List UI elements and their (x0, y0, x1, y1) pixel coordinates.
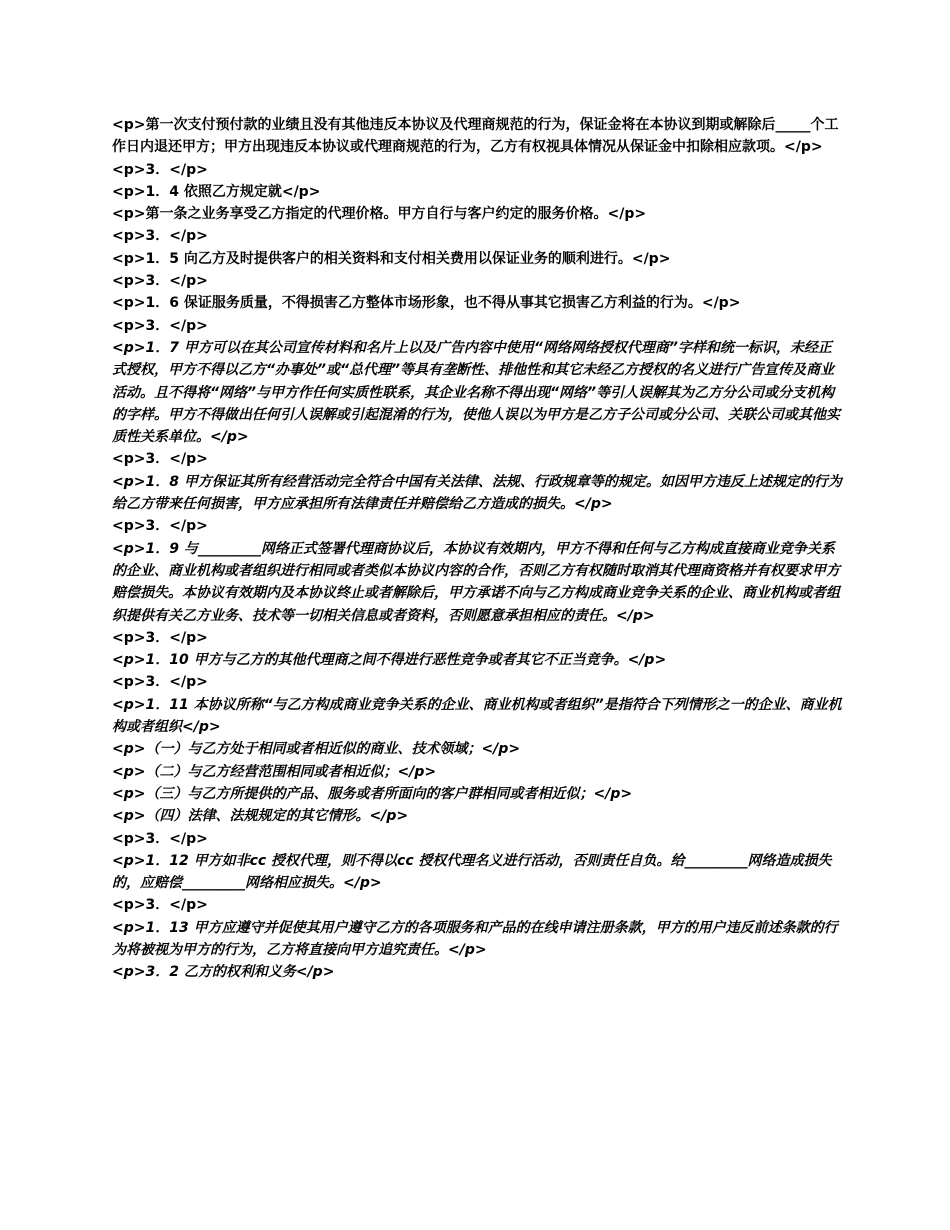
paragraph-line: <p>（四）法律、法规规定的其它情形。</p> (112, 808, 409, 825)
paragraph-line: <p>3．</p> (112, 674, 208, 691)
paragraph-line: <p>1．11 本协议所称“与乙方构成商业竞争关系的企业、商业机构或者组织”是指符合下列情形之一的企业、商业机构或者组织</p> (112, 696, 842, 736)
paragraph-line: <p>3．</p> (112, 629, 208, 646)
paragraph-line: <p>3．</p> (112, 518, 208, 535)
paragraph-line: <p>1．13 甲方应遵守并促使其用户遵守乙方的各项服务和产品的在线申请注册条款，甲方的用户违反前述条款的行为将被视为甲方的行为，乙方将直接向甲方追究责任。</p> (112, 919, 838, 958)
paragraph-line: <p>1．7 甲方可以在其公司宣传材料和名片上以及广告内容中使用“网络网络授权代理商”字样和统一标识，未经正式授权，甲方不得以乙方“办事处”或“总代理”等具有垄断性、排他性和其它未经乙方授权的名义进行广告宣传及商业活动。且不得将“网络”与甲方作任何实质性联系，其企业名称不得出现“网络”等引人误解其为乙方分公司或分支机构的字样。甲方不得做出任何引人误解或引起混淆的行为，使他人误以为甲方是乙方子公司或分公司、关联公司或其他实质性关系单位。</p> (112, 339, 840, 446)
paragraph-line: <p>1．10 甲方与乙方的其他代理商之间不得进行恶性竞争或者其它不正当竞争。</p> (112, 652, 667, 669)
paragraph-line: <p>3．</p> (112, 897, 208, 914)
paragraph-line: <p>1．5 向乙方及时提供客户的相关资料和支付相关费用以保证业务的顺利进行。</p> (112, 250, 671, 267)
paragraph-line: <p>3．</p> (112, 830, 208, 847)
paragraph-line: <p>3．</p> (112, 317, 208, 334)
paragraph-line: <p>3．</p> (112, 161, 208, 178)
paragraph-line: <p>（三）与乙方所提供的产品、服务或者所面向的客户群相同或者相近似；</p> (112, 785, 633, 802)
paragraph-line: <p>1．12 甲方如非cc 授权代理，则不得以cc 授权代理名义进行活动，否则责任自负。给_________网络造成损失的，应赔偿_________网络相应损失。</p> (112, 852, 832, 892)
paragraph-line: <p>1．8 甲方保证其所有经营活动完全符合中国有关法律、法规、行政规章等的规定。如因甲方违反上述规定的行为给乙方带来任何损害，甲方应承担所有法律责任并赔偿给乙方造成的损失。</p> (112, 473, 842, 513)
paragraph-line: <p>（二）与乙方经营范围相同或者相近似；</p> (112, 763, 437, 780)
paragraph-line: <p>第一条之业务享受乙方指定的代理价格。甲方自行与客户约定的服务价格。</p> (112, 206, 647, 223)
paragraph-line: <p>1．4 依照乙方规定就</p> (112, 183, 321, 200)
paragraph-line: <p>3．2 乙方的权利和义务</p> (112, 964, 335, 981)
paragraph-line: <p>3．</p> (112, 451, 208, 468)
paragraph-line: <p>1．6 保证服务质量，不得损害乙方整体市场形象，也不得从事其它损害乙方利益的行为。</p> (112, 295, 741, 312)
paragraph-line: <p>第一次支付预付款的业绩且没有其他违反本协议及代理商规范的行为，保证金将在本协议到期或解除后_____个工作日内退还甲方；甲方出现违反本协议或代理商规范的行为，乙方有权视具体情况从保证金中扣除相应款项。</p> (112, 117, 839, 156)
paragraph-line: <p>1．9 与_________网络正式签署代理商协议后，本协议有效期内，甲方不得和任何与乙方构成直接商业竞争关系的企业、商业机构或者组织进行相同或者类似本协议内容的合作，否则乙方有权随时取消其代理商资格并有权要求甲方赔偿损失。本协议有效期内及本协议终止或者解除后，甲方承诺不向与乙方构成商业竞争关系的企业、商业机构或者组织提供有关乙方业务、技术等一切相关信息或者资料，否则愿意承担相应的责任。</p> (112, 540, 840, 624)
paragraph-line: <p>3．</p> (112, 273, 208, 290)
paragraph-line: <p>3．</p> (112, 228, 208, 245)
document-body (112, 114, 842, 984)
paragraph-line: <p>（一）与乙方处于相同或者相近似的商业、技术领域；</p> (112, 741, 521, 758)
